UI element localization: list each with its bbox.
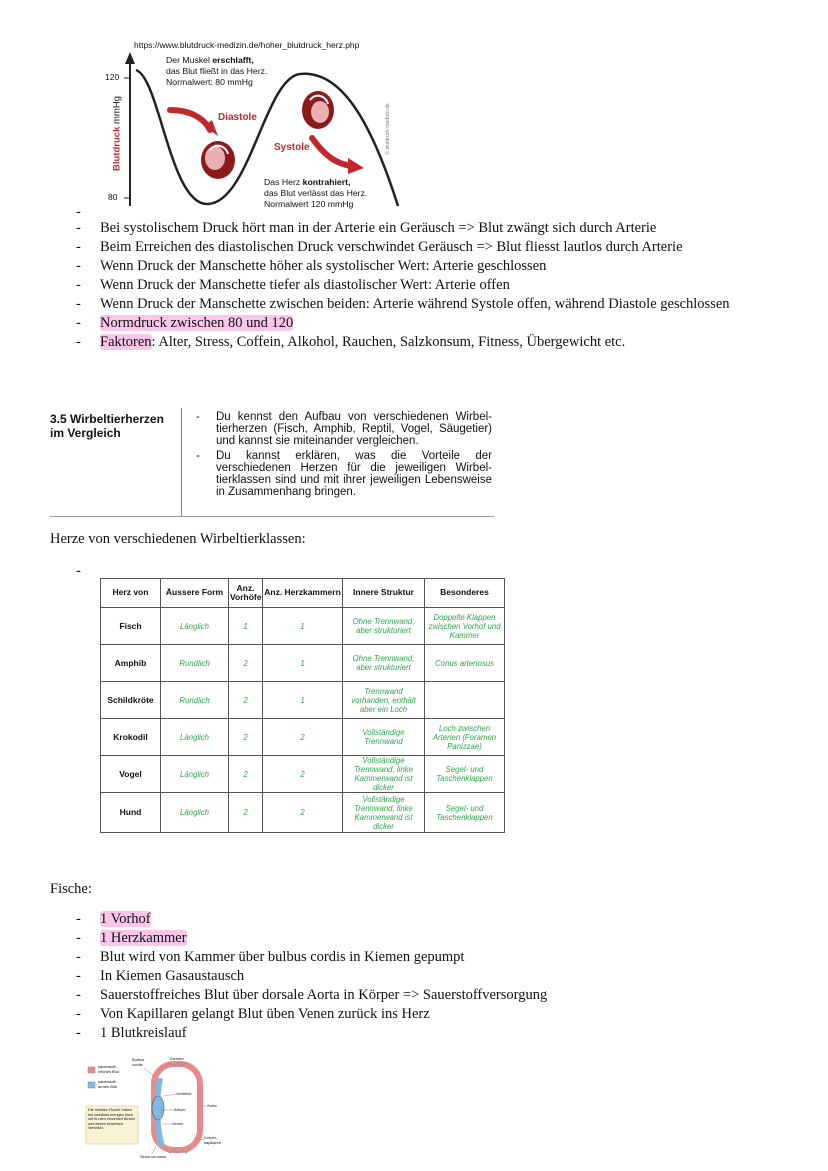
table-cell: Segel- und Taschenklappen bbox=[425, 756, 505, 793]
table-cell: Doppelte Klappen zwischen Vorhof und Kammer bbox=[425, 608, 505, 645]
table-header-row bbox=[101, 579, 505, 608]
highlight-herzkammer: 1 Herzkammer bbox=[100, 930, 187, 946]
list-item: - Bei systolischem Druck hört man in der Arterie ein Geräusch => Blut zwängt sich durch Arterie bbox=[74, 219, 774, 238]
table-cell: Trennwand vorhanden, enthält aber ein Loch bbox=[343, 682, 425, 719]
header-cell: Äussere Form bbox=[161, 579, 229, 608]
y-axis-label bbox=[112, 89, 123, 179]
table-cell: Rundlich bbox=[161, 645, 229, 682]
table-cell: 2 bbox=[229, 682, 263, 719]
list-item bbox=[74, 929, 774, 948]
curriculum-title: 3.5 Wirbeltierherzen im Vergleich bbox=[50, 412, 164, 440]
row-header: Krokodil bbox=[101, 719, 161, 756]
bp-notes-list bbox=[74, 203, 774, 352]
table-cell: Vollständige Trennwand, linke Kammerwand ist dicker bbox=[343, 793, 425, 833]
header-cell: Anz. Herzkammern bbox=[263, 579, 343, 608]
table-row bbox=[101, 682, 505, 719]
list-item: - 1 Blutkreislauf bbox=[74, 1024, 774, 1043]
table-cell: Länglich bbox=[161, 608, 229, 645]
label-atrium: Atrium bbox=[174, 1107, 186, 1112]
figure-url: https://www.blutdruck-medizin.de/hoher_blutdruck_herz.php bbox=[134, 40, 360, 50]
tick-80: 80 bbox=[108, 192, 118, 202]
table-row bbox=[101, 645, 505, 682]
highlight-normdruck: Normdruck zwischen 80 und 120 bbox=[100, 315, 294, 331]
label-bulbus: Bulbus cordis bbox=[132, 1057, 145, 1067]
table-cell: 2 bbox=[229, 756, 263, 793]
diastole-label: Diastole bbox=[218, 112, 257, 123]
fish-note: Die meisten Fische haben ein zweikam-meriges Herz mit ei-nem einzelnen Atrium und einem einzelnen Ventrikel. bbox=[88, 1108, 135, 1130]
table-row bbox=[101, 756, 505, 793]
list-item: - Wenn Druck der Manschette höher als systolischer Wert: Arterie geschlossen bbox=[74, 257, 774, 276]
fish-heading: Fische: bbox=[50, 881, 92, 897]
fish-circulation-figure bbox=[84, 1058, 234, 1162]
figure-copyright: © blutdruck-medizin.de bbox=[385, 103, 391, 155]
header-cell: Besonderes bbox=[425, 579, 505, 608]
list-item bbox=[74, 314, 774, 333]
legend-oxy: sauerstoff-reiches Blut bbox=[98, 1064, 119, 1074]
list-item: - Wenn Druck der Manschette zwischen beiden: Arterie während Systole offen, während Diastole geschlossen bbox=[74, 295, 774, 314]
curriculum-goals bbox=[196, 411, 492, 500]
y-axis-label-colored: Blutdruck bbox=[111, 126, 123, 171]
list-item: - Von Kapillaren gelangt Blut üben Venen zurück ins Herz bbox=[74, 1005, 774, 1024]
table-cell: 1 bbox=[263, 682, 343, 719]
table-cell: Loch zwischen Arterien (Foramen Panizzae) bbox=[425, 719, 505, 756]
table-cell: 2 bbox=[263, 719, 343, 756]
label-venen: Venen bbox=[172, 1121, 184, 1126]
list-item bbox=[74, 203, 774, 219]
goal-item: - Du kannst erklären, was die Vorteile der verschiedenen Herzen für die jeweiligen Wirbeltierklassen sind und mit ihrer jeweiligen Lebensweise in Zusammenhang bringen. bbox=[196, 450, 492, 499]
label-ventrikel: Ventrikel bbox=[176, 1091, 192, 1096]
label-koerper: Körper-kapillaren bbox=[204, 1135, 222, 1145]
row-header: Hund bbox=[101, 793, 161, 833]
table-row bbox=[101, 608, 505, 645]
table-cell: 2 bbox=[263, 793, 343, 833]
table-cell: Länglich bbox=[161, 793, 229, 833]
table-cell: Ohne Trennwand, aber strukturiert bbox=[343, 645, 425, 682]
fish-notes-list bbox=[74, 910, 774, 1043]
table-cell: 2 bbox=[229, 793, 263, 833]
list-item: - In Kiemen Gasaustausch bbox=[74, 967, 774, 986]
curriculum-box bbox=[50, 408, 494, 517]
heart-comparison-table bbox=[100, 578, 505, 833]
y-axis-label-unit: mmHg bbox=[111, 96, 123, 124]
table-cell: 2 bbox=[263, 756, 343, 793]
header-cell: Innere Struktur bbox=[343, 579, 425, 608]
row-header: Amphib bbox=[101, 645, 161, 682]
list-item bbox=[74, 910, 774, 929]
contract-caption: Das Herz kontrahiert, das Blut verlässt das Herz. Normalwert 120 mmHg bbox=[264, 177, 368, 209]
bp-figure bbox=[100, 38, 410, 213]
header-cell: Herz von bbox=[101, 579, 161, 608]
divider bbox=[181, 408, 182, 516]
highlight-vorhof: 1 Vorhof bbox=[100, 911, 151, 927]
list-item: - Beim Erreichen des diastolischen Druck verschwindet Geräusch => Blut fliesst lautlos durch Arterie bbox=[74, 238, 774, 257]
table-cell: Rundlich bbox=[161, 682, 229, 719]
list-item bbox=[74, 562, 100, 578]
table-cell: Vollständige Trennwand bbox=[343, 719, 425, 756]
header-cell: Anz. Vorhöfe bbox=[229, 579, 263, 608]
list-item: - Sauerstoffreiches Blut über dorsale Aorta in Körper => Sauerstoffversorgung bbox=[74, 986, 774, 1005]
table-cell: 1 bbox=[263, 645, 343, 682]
label-kiemen: Kiemen bbox=[170, 1056, 184, 1061]
list-item: - Wenn Druck der Manschette tiefer als diastolischer Wert: Arterie offen bbox=[74, 276, 774, 295]
table-cell: 2 bbox=[229, 645, 263, 682]
list-item: - Blut wird von Kammer über bulbus cordis in Kiemen gepumpt bbox=[74, 948, 774, 967]
table-cell bbox=[425, 682, 505, 719]
table-cell: 1 bbox=[263, 608, 343, 645]
list-item: - Faktoren: Alter, Stress, Coffein, Alkohol, Rauchen, Salzkonsum, Fitness, Übergewicht etc. bbox=[74, 333, 774, 352]
row-header: Fisch bbox=[101, 608, 161, 645]
table-cell: Länglich bbox=[161, 719, 229, 756]
goal-item: - Du kennst den Aufbau von verschiedenen Wirbeltierherzen (Fisch, Amphib, Reptil, Vogel, Säugetier) und kannst sie miteinander vergleichen. bbox=[196, 411, 492, 448]
table-cell: Segel- und Taschenklappen bbox=[425, 793, 505, 833]
table-row bbox=[101, 793, 505, 833]
hearts-heading: Herze von verschiedenen Wirbeltierklassen: bbox=[50, 531, 306, 547]
tick-120: 120 bbox=[105, 72, 120, 82]
table-cell: Conus arteriosus bbox=[425, 645, 505, 682]
table-cell: 2 bbox=[229, 719, 263, 756]
legend-deoxy: sauerstoff-armes Blut bbox=[98, 1079, 118, 1089]
label-aorta: Aorta bbox=[207, 1103, 217, 1108]
table-cell: Ohne Trennwand, aber strukturiert bbox=[343, 608, 425, 645]
label-sinus: Sinus venosus bbox=[140, 1154, 167, 1159]
row-header: Schildkröte bbox=[101, 682, 161, 719]
systole-label: Systole bbox=[274, 142, 310, 153]
row-header: Vogel bbox=[101, 756, 161, 793]
table-cell: 1 bbox=[229, 608, 263, 645]
table-cell: Länglich bbox=[161, 756, 229, 793]
table-cell: Vollständige Trennwand, linke Kammerwand ist dicker bbox=[343, 756, 425, 793]
hearts-bullet bbox=[74, 562, 100, 578]
highlight-faktoren: Faktoren bbox=[100, 334, 152, 350]
relax-caption: Der Muskel erschlafft, das Blut fließt in das Herz. Normalwert: 80 mmHg bbox=[166, 55, 268, 87]
table-row bbox=[101, 719, 505, 756]
